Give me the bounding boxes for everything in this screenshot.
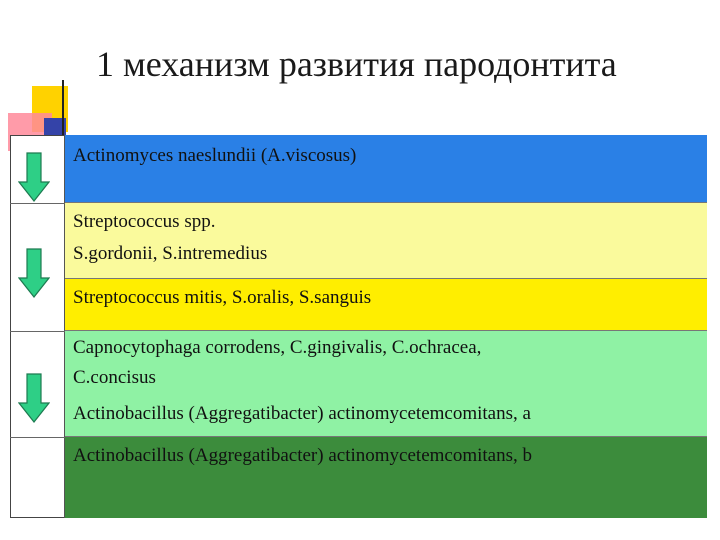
down-arrow-icon [18, 248, 50, 298]
table-row [65, 203, 707, 279]
down-arrow-icon [18, 373, 50, 423]
table-row [65, 331, 707, 437]
down-arrow-icon [18, 152, 50, 202]
table-row [65, 135, 707, 203]
slide-title: 1 механизм развития пародонтита [96, 44, 617, 84]
row-text: Actinobacillus (Aggregatibacter) actinomycetemcomitans, a [73, 403, 531, 424]
table-row [65, 279, 707, 331]
arrow-column-divider [10, 331, 65, 332]
row-text: Streptococcus spp. [73, 211, 216, 232]
arrow-column-divider [10, 203, 65, 204]
row-text: C.concisus [73, 367, 156, 388]
row-text: Actinomyces naeslundii (A.viscosus) [73, 145, 357, 166]
row-text: Capnocytophaga corrodens, C.gingivalis, C.ochracea, [73, 337, 482, 358]
row-text: Actinobacillus (Aggregatibacter) actinomycetemcomitans, b [73, 445, 532, 466]
table-row [65, 437, 707, 518]
arrow-column-divider [10, 437, 65, 438]
row-text: S.gordonii, S.intremedius [73, 243, 268, 264]
row-text: Streptococcus mitis, S.oralis, S.sanguis [73, 287, 372, 308]
